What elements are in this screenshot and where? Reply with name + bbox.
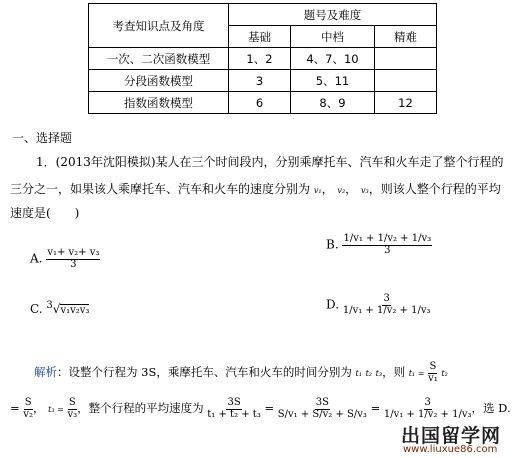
solution-text-3: ，整个行程的平均速度为	[77, 401, 204, 415]
fraction-numerator: 3S	[315, 397, 329, 408]
fraction-numerator: 3	[424, 397, 431, 408]
table-header-level: 基础	[229, 26, 291, 48]
table-cell: 8、9	[291, 92, 375, 114]
eq-t3: t₃ =	[48, 405, 64, 414]
fraction-denominator: t₁ + t₂ + t₃	[207, 408, 261, 420]
option-d-fraction	[343, 294, 431, 316]
table-cell: 4、7、10	[291, 48, 375, 70]
var-t2: t₂	[365, 369, 373, 378]
table-cell: 6	[229, 92, 291, 114]
fraction-s-v2	[23, 398, 33, 420]
comma: ，	[345, 182, 358, 196]
table-cell: 12	[375, 92, 437, 114]
option-c-label: C.	[30, 302, 43, 316]
question-line-2	[10, 180, 501, 197]
section-heading: 一、选择题	[12, 131, 73, 145]
solution-label: 解析	[34, 365, 57, 379]
table-cell: 3	[229, 70, 291, 92]
fraction-denominator: 1/v₁ + 1/v₂ + 1/v₃	[342, 304, 431, 316]
fraction-s-v3	[67, 398, 77, 420]
table-row	[89, 92, 437, 114]
table-header-topic: 考查知识点及角度	[89, 4, 229, 48]
question-line-2b: ，则该人整个行程的平均	[368, 182, 501, 196]
equals-sign: =	[264, 401, 275, 415]
question-line-1: 1．(2013年沈阳模拟)某人在三个时间段内，分别乘摩托车、汽车和火车走了整个行程的	[36, 155, 504, 169]
option-a-fraction	[46, 248, 100, 270]
fraction-denominator: 3	[70, 258, 77, 270]
fraction-avg-1	[207, 398, 261, 420]
solution-line-1	[34, 362, 448, 384]
table-cell	[375, 70, 437, 92]
table-header-level: 中档	[291, 26, 375, 48]
var-t2-trailing: t₂	[441, 369, 448, 378]
watermark-url: www.liuxue86.com	[403, 444, 498, 455]
solution-end: ，选 D.	[471, 401, 511, 415]
radical-index: 3	[46, 300, 53, 311]
equals-sign: =	[370, 401, 381, 415]
table-cell-topic: 一次、二次函数模型	[89, 48, 229, 70]
radical-icon: √	[52, 302, 61, 316]
question-line-3: 速度是( )	[10, 206, 80, 220]
table-row	[89, 70, 437, 92]
watermark-logo-text: 出国留学网	[401, 425, 502, 447]
option-a-label: A.	[30, 251, 43, 266]
radicand: v₁v₂v₃	[60, 305, 90, 316]
var-v1: v₁	[313, 186, 322, 195]
fraction-numerator: 3	[383, 293, 390, 304]
site-watermark	[393, 419, 532, 458]
fraction-denominator: v₂	[23, 408, 33, 420]
fraction-numerator: 1/v₁ + 1/v₂ + 1/v₃	[343, 233, 432, 244]
fraction-avg-3	[384, 398, 472, 420]
fraction-numerator: 3S	[227, 397, 241, 408]
fraction-denominator: S/v₁ + S/v₂ + S/v₃	[277, 408, 367, 420]
fraction-denominator: 1/v₁ + 1/v₂ + 1/v₃	[383, 408, 472, 420]
table-header-level: 精难	[375, 26, 437, 48]
fraction-denominator: 3	[384, 244, 391, 256]
solution-line-2: = $\frac{S}{\text{v₂}}$ ， t₃ = $\frac{S}{\text{v₃}}$ ，整个行程的平均速度为 $\frac{3S}{\text{t₁ + t₂ + t₃}}$ = $\frac{3S}{\text{S/v₁ + S/v₂ + S/v₃}}$ = $\frac{3}{\text{1/v₁ + 1/v₂ + 1/v₃}}$ ，选 D.	[10, 397, 511, 420]
var-v2: v₂	[337, 186, 346, 195]
table-cell	[375, 48, 437, 70]
question-line-2a: 三分之一，如果该人乘摩托车、汽车和火车的速度分别为	[10, 182, 311, 196]
comma: ，	[321, 182, 334, 196]
option-d[interactable]	[326, 294, 431, 316]
table-cell: 1、2	[229, 48, 291, 70]
table-cell-topic: 分段函数模型	[89, 70, 229, 92]
fraction-s-v1	[428, 362, 438, 384]
equals-sign: =	[10, 401, 20, 415]
fraction-numerator: v₁+ v₂+ v₃	[47, 247, 100, 258]
option-b-fraction	[342, 234, 432, 256]
solution-text-2: ，则	[382, 365, 406, 379]
table-header-group: 题号及难度	[229, 4, 437, 26]
var-v3: v₃	[361, 186, 369, 195]
fraction-denominator: v₁	[428, 372, 438, 384]
option-d-label: D.	[326, 297, 340, 312]
fraction-numerator: S	[68, 397, 76, 408]
option-b-label: B.	[326, 237, 339, 252]
fraction-numerator: S	[429, 361, 437, 372]
option-a[interactable]	[30, 248, 100, 270]
table-cell-topic: 指数函数模型	[89, 92, 229, 114]
option-c[interactable]	[30, 300, 89, 316]
solution-text-1: ：设整个行程为 3S，乘摩托车、汽车和火车的时间分别为	[57, 365, 352, 379]
option-b[interactable]	[326, 234, 432, 256]
fraction-avg-2	[278, 398, 367, 420]
fraction-numerator: S	[24, 397, 32, 408]
var-t3: t₃	[375, 369, 383, 378]
eq-t1: t₁ =	[408, 369, 425, 378]
table-cell: 5、11	[291, 70, 375, 92]
var-t1: t₁	[355, 369, 362, 378]
difficulty-table	[88, 3, 437, 114]
table-row	[89, 48, 437, 70]
fraction-denominator: v₃	[67, 408, 78, 420]
